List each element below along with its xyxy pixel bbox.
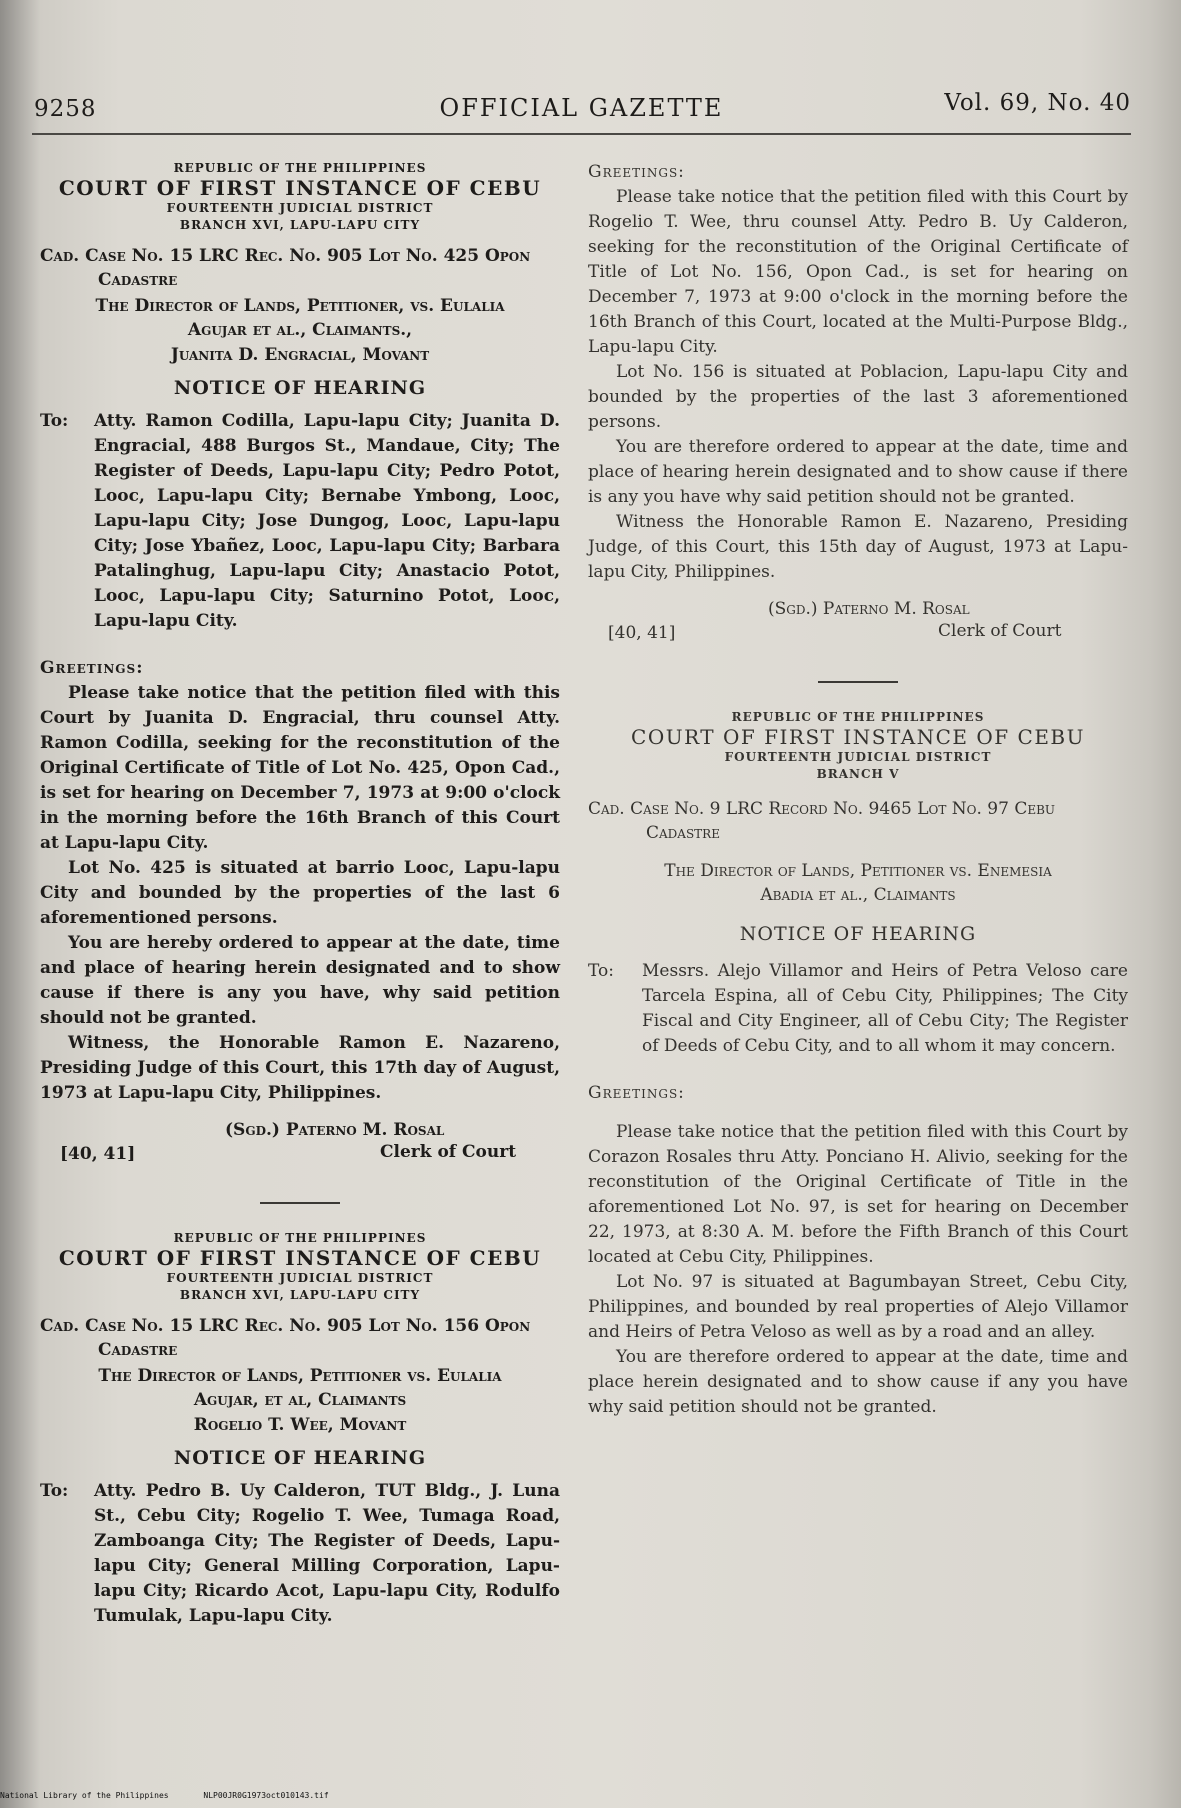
- notice-paragraph: Please take notice that the petition filed with this Court by Juanita D. Engracial, thru counsel Atty. Ramon Codilla, seeking for the reconstitution of the Original Certificate of Title of Lot No. 425, Opon Cad., is set for hearing on December 7, 1973 at 9:00 o'clock in the morning before the 16th Branch of this Court at Lapu-lapu City.: [40, 683, 560, 853]
- addressee-list: Messrs. Alejo Villamor and Heirs of Petra Veloso care Tarcela Espina, all of Cebu City, Philippines; The City Fiscal and City Engineer, all of Cebu City; The Register of Deeds of Cebu City, and to all whom it may concern.: [642, 961, 1128, 1056]
- volume-number: Vol. 69, No. 40: [944, 90, 1131, 116]
- notice-heading: NOTICE OF HEARING: [173, 377, 427, 399]
- section-divider: [260, 1202, 340, 1204]
- page-header: [32, 88, 1131, 128]
- judicial-district: FOURTEENTH JUDICIAL DISTRICT: [166, 1271, 434, 1285]
- notice-paragraph: Please take notice that the petition filed with this Court by Rogelio T. Wee, thru counsel Atty. Pedro B. Uy Calderon, seeking for the reconstitution of the Original Certificate of Title of Lot No. 156, Opon Cad., is set for hearing on December 7, 1973 at 9:00 o'clock in the morning before the 16th Branch of this Court, located at the Multi-Purpose Bldg., Lapu-lapu City.: [588, 187, 1128, 357]
- scan-footer: [0, 1791, 359, 1800]
- court-name: COURT OF FIRST INSTANCE OF CEBU: [58, 176, 542, 200]
- publication-title: OFFICIAL GAZETTE: [439, 94, 724, 122]
- notice-paragraph: You are hereby ordered to appear at the date, time and place of hearing herein designated and to show cause if there is any you have, why said petition should not be granted.: [40, 933, 560, 1028]
- signatory-title: Clerk of Court: [938, 621, 1062, 641]
- greetings: Greetings:: [588, 162, 685, 182]
- signature-block: [588, 597, 1128, 647]
- library-credit: National Library of the Philippines: [0, 1791, 169, 1800]
- page-number: 9258: [34, 96, 97, 122]
- notice-paragraph: You are therefore ordered to appear at the date, time and place herein designated and to show cause if any you have why said petition should not be granted.: [588, 1347, 1128, 1417]
- case-caption: Cad. Case No. 9 LRC Record No. 9465 Lot No. 97 Cebu Cadastre: [588, 799, 1056, 843]
- notice-paragraph: Lot No. 156 is situated at Poblacion, Lapu-lapu City and bounded by the properties of the last 3 aforementioned persons.: [588, 362, 1128, 432]
- section-divider: [818, 681, 898, 683]
- header-rule: [32, 133, 1131, 135]
- signatory-title: Clerk of Court: [380, 1142, 517, 1162]
- addressees: [40, 1479, 560, 1629]
- parties-line: Agujar et al., Claimants.,: [187, 320, 413, 340]
- addressee-list: Atty. Pedro B. Uy Calderon, TUT Bldg., J. Luna St., Cebu City; Rogelio T. Wee, Tumaga Road, Zamboanga City; The Register of Deeds, Lapu-lapu City; General Milling Corporation, Lapu-lapu City; Ricardo Acot, Lapu-lapu City, Rodulfo Tumulak, Lapu-lapu City.: [94, 1481, 560, 1626]
- republic-line: REPUBLIC OF THE PHILIPPINES: [173, 1231, 427, 1245]
- right-column: [588, 160, 1128, 1420]
- parties-line: The Director of Lands, Petitioner, vs. Eulalia: [95, 296, 505, 316]
- to-label: To:: [40, 411, 69, 431]
- notice-heading: NOTICE OF HEARING: [739, 923, 977, 945]
- parties-line: The Director of Lands, Petitioner vs. Eulalia: [98, 1366, 502, 1386]
- issue-citation: [40, 41]: [608, 623, 676, 643]
- notice-paragraph: You are therefore ordered to appear at the date, time and place of hearing herein designated and to show cause if there is any you have why said petition should not be granted.: [588, 437, 1128, 507]
- parties-line: Abadia et al., Claimants: [760, 885, 956, 905]
- parties-line: Rogelio T. Wee, Movant: [193, 1415, 407, 1435]
- court-branch: BRANCH XVI, LAPU-LAPU CITY: [179, 1288, 421, 1302]
- addressee-list: Atty. Ramon Codilla, Lapu-lapu City; Juanita D. Engracial, 488 Burgos St., Mandaue, City; The Register of Deeds, Lapu-lapu City; Pedro Potot, Looc, Lapu-lapu City; Bernabe Ymbong, Looc, Lapu-lapu City; Jose Dungog, Looc, Lapu-lapu City; Jose Ybañez, Looc, Lapu-lapu City; Barbara Patalinghug, Lapu-lapu City; Anastacio Potot, Looc, Lapu-lapu City; Saturnino Potot, Looc, Lapu-lapu City.: [94, 411, 560, 631]
- notice-paragraph: Lot No. 425 is situated at barrio Looc, Lapu-lapu City and bounded by the properties of the last 6 aforementioned persons.: [40, 858, 560, 928]
- left-column: [40, 160, 560, 1629]
- signature-block: [40, 1118, 560, 1168]
- issue-citation: [40, 41]: [60, 1144, 136, 1164]
- judicial-district: FOURTEENTH JUDICIAL DISTRICT: [724, 750, 992, 764]
- greetings: Greetings:: [588, 1083, 685, 1103]
- court-name: COURT OF FIRST INSTANCE OF CEBU: [58, 1246, 542, 1270]
- court-branch: BRANCH V: [816, 767, 900, 781]
- addressees: [588, 959, 1128, 1059]
- notice-paragraph: Please take notice that the petition filed with this Court by Corazon Rosales thru Atty. Ponciano H. Alivio, seeking for the reconstitution of the Original Certificate of Title in the aforementioned Lot No. 97, is set for hearing on December 22, 1973, at 8:30 A. M. before the Fifth Branch of this Court located at Cebu City, Philippines.: [588, 1122, 1128, 1267]
- parties-line: The Director of Lands, Petitioner vs. Enemesia: [664, 861, 1052, 881]
- parties-line: Agujar, et al, Claimants: [193, 1390, 407, 1410]
- notice-paragraph: Witness, the Honorable Ramon E. Nazareno, Presiding Judge of this Court, this 17th day of August, 1973 at Lapu-lapu City, Philippines.: [40, 1033, 560, 1103]
- judicial-district: FOURTEENTH JUDICIAL DISTRICT: [166, 201, 434, 215]
- notice-paragraph: Lot No. 97 is situated at Bagumbayan Street, Cebu City, Philippines, and bounded by real properties of Alejo Villamor and Heirs of Petra Veloso as well as by a road and an alley.: [588, 1272, 1128, 1342]
- addressees: [40, 409, 560, 634]
- case-caption: Cad. Case No. 15 LRC Rec. No. 905 Lot No. 425 Opon Cadastre: [40, 246, 531, 290]
- signatory: (Sgd.) Paterno M. Rosal: [768, 599, 970, 619]
- notice-paragraph: Witness the Honorable Ramon E. Nazareno, Presiding Judge, of this Court, this 15th day of August, 1973 at Lapu-lapu City, Philippines.: [588, 512, 1128, 582]
- court-name: COURT OF FIRST INSTANCE OF CEBU: [631, 725, 1085, 749]
- greetings: Greetings:: [40, 658, 144, 678]
- notice-heading: NOTICE OF HEARING: [173, 1447, 427, 1469]
- case-caption: Cad. Case No. 15 LRC Rec. No. 905 Lot No. 156 Opon Cadastre: [40, 1316, 531, 1360]
- to-label: To:: [588, 961, 614, 981]
- signatory: (Sgd.) Paterno M. Rosal: [225, 1120, 445, 1140]
- court-branch: BRANCH XVI, LAPU-LAPU CITY: [179, 218, 421, 232]
- republic-line: REPUBLIC OF THE PHILIPPINES: [731, 710, 985, 724]
- republic-line: REPUBLIC OF THE PHILIPPINES: [173, 161, 427, 175]
- scan-filename: NLP00JR0G1973oct010143.tif: [203, 1791, 329, 1800]
- to-label: To:: [40, 1481, 69, 1501]
- parties-line: Juanita D. Engracial, Movant: [170, 345, 430, 365]
